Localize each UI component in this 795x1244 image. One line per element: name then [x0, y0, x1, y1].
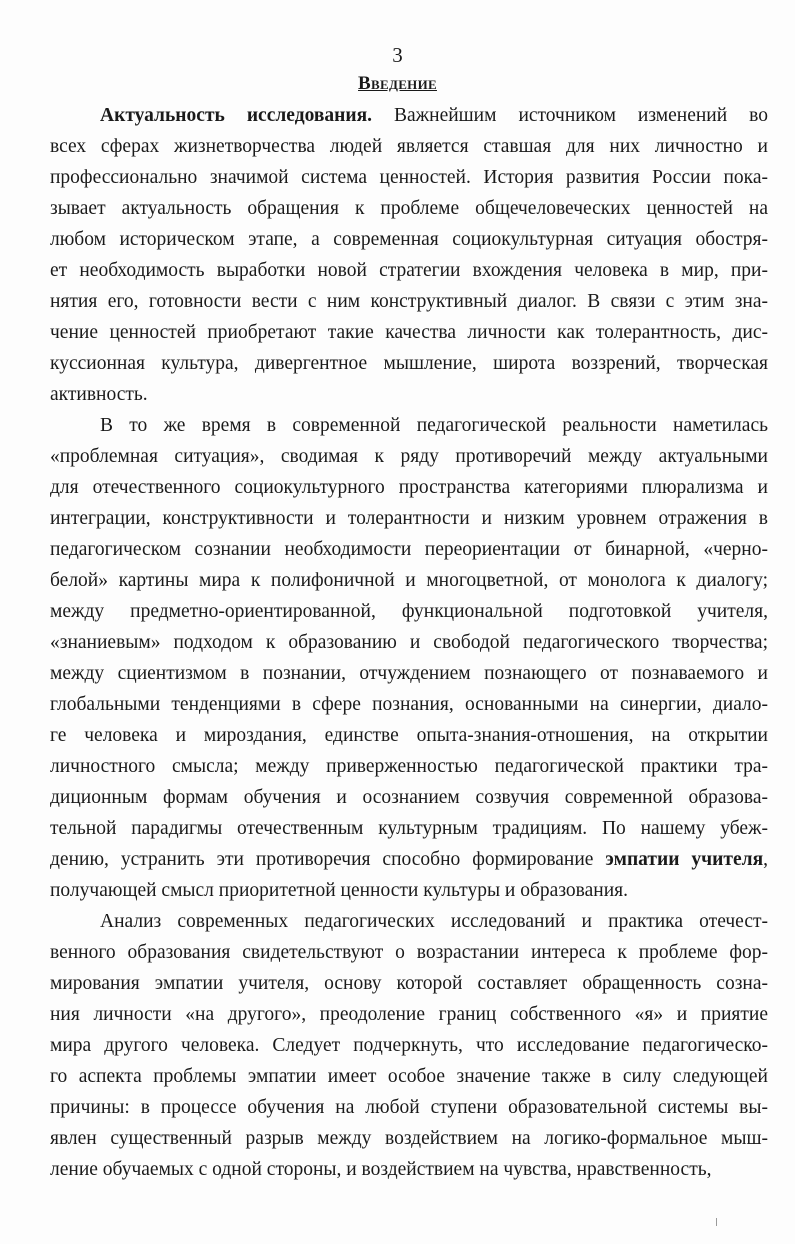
- text-run: «проблемная ситуация», сводимая к ряду противоречий между актуальными: [50, 446, 768, 467]
- text-line: [50, 1154, 768, 1185]
- text-line: [50, 844, 768, 875]
- text-run: диционным формам обучения и осознанием созвучия современной образова-: [50, 787, 768, 808]
- text-run: В то же время в современной педагогической реальности наметилась: [100, 415, 768, 436]
- text-line: [50, 999, 768, 1030]
- text-line: [50, 720, 768, 751]
- text-line: [50, 100, 768, 131]
- text-run: личностного смысла; между приверженностью педагогической практики тра-: [50, 756, 768, 777]
- page-number: 3: [392, 43, 403, 67]
- text-line: [50, 193, 768, 224]
- paragraph: [50, 100, 768, 410]
- text-line: [50, 1123, 768, 1154]
- text-run: куссионная культура, дивергентное мышление, широта воззрений, творческая: [50, 353, 768, 374]
- text-line: [50, 1061, 768, 1092]
- bold-text: Актуальность исследования.: [100, 105, 373, 126]
- text-line: [50, 937, 768, 968]
- text-run: любом историческом этапе, а современная социокультурная ситуация обостря-: [50, 229, 768, 250]
- text-line: [50, 875, 768, 906]
- text-run: ,: [763, 849, 768, 870]
- text-run: го аспекта проблемы эмпатии имеет особое значение также в силу следующей: [50, 1066, 768, 1087]
- text-run: интеграции, конструктивности и толерантности и низким уровнем отражения в: [50, 508, 768, 529]
- text-run: тельной парадигмы отечественным культурным традициям. По нашему убеж-: [50, 818, 768, 839]
- text-line: [50, 503, 768, 534]
- text-run: Анализ современных педагогических исследований и практика отечест-: [100, 911, 768, 932]
- text-run: чение ценностей приобретают такие качества личности как толерантность, дис-: [50, 322, 768, 343]
- text-run: венного образования свидетельствуют о возрастании интереса к проблеме фор-: [50, 942, 768, 963]
- text-run: мира другого человека. Следует подчеркнуть, что исследование педагогическо-: [50, 1035, 768, 1056]
- text-line: [50, 1092, 768, 1123]
- text-run: ет необходимость выработки новой стратегии вхождения человека в мир, при-: [50, 260, 768, 281]
- text-run: педагогическом сознании необходимости переориентации от бинарной, «черно-: [50, 539, 768, 560]
- text-line: [50, 782, 768, 813]
- text-run: дению, устранить эти противоречия способно формирование: [50, 849, 606, 870]
- text-line: [50, 565, 768, 596]
- text-run: ния личности «на другого», преодоление границ собственного «я» и приятие: [50, 1004, 768, 1025]
- section-heading: Введение: [358, 73, 437, 94]
- text-line: [50, 162, 768, 193]
- text-line: [50, 317, 768, 348]
- text-line: [50, 596, 768, 627]
- text-line: [50, 689, 768, 720]
- text-run: мирования эмпатии учителя, основу которой составляет обращенность созна-: [50, 973, 768, 994]
- text-line: [50, 441, 768, 472]
- text-line: [50, 286, 768, 317]
- text-line: [50, 131, 768, 162]
- text-line: [50, 658, 768, 689]
- text-line: [50, 813, 768, 844]
- scan-artifact: [716, 1218, 717, 1226]
- bold-text: эмпатии учителя: [605, 849, 764, 870]
- body-text: [50, 100, 768, 1185]
- text-line: [50, 472, 768, 503]
- text-line: [50, 224, 768, 255]
- text-run: для отечественного социокультурного пространства категориями плюрализма и: [50, 477, 768, 498]
- text-line: [50, 255, 768, 286]
- text-line: [50, 410, 768, 441]
- text-line: [50, 1030, 768, 1061]
- paragraph: [50, 906, 768, 1185]
- text-run: «знаниевым» подходом к образованию и свободой педагогического творчества;: [50, 632, 768, 653]
- text-line: [50, 751, 768, 782]
- text-line: [50, 379, 768, 410]
- text-run: явлен существенный разрыв между воздействием на логико-формальное мыш-: [50, 1128, 768, 1149]
- text-run: получающей смысл приоритетной ценности культуры и образования.: [50, 880, 628, 901]
- text-run: профессионально значимой система ценностей. История развития России пока-: [50, 167, 768, 188]
- text-run: активность.: [50, 384, 148, 405]
- text-run: всех сферах жизнетворчества людей является ставшая для них личностно и: [50, 136, 768, 157]
- text-line: [50, 906, 768, 937]
- text-run: ге человека и мироздания, единстве опыта-знания-отношения, на открытии: [50, 725, 768, 746]
- text-run: зывает актуальность обращения к проблеме общечеловеческих ценностей на: [50, 198, 768, 219]
- text-line: [50, 348, 768, 379]
- paragraph: [50, 410, 768, 906]
- text-run: Важнейшим источником изменений во: [372, 105, 768, 126]
- text-run: нятия его, готовности вести с ним конструктивный диалог. В связи с этим зна-: [50, 291, 768, 312]
- text-run: причины: в процессе обучения на любой ступени образовательной системы вы-: [50, 1097, 768, 1118]
- text-run: белой» картины мира к полифоничной и многоцветной, от монолога к диалогу;: [50, 570, 768, 591]
- text-run: между предметно-ориентированной, функциональной подготовкой учителя,: [50, 601, 768, 622]
- text-run: глобальными тенденциями в сфере познания, основанными на синергии, диало-: [50, 694, 768, 715]
- text-line: [50, 627, 768, 658]
- text-line: [50, 968, 768, 999]
- text-run: между сциентизмом в познании, отчуждением познающего от познаваемого и: [50, 663, 768, 684]
- text-run: ление обучаемых с одной стороны, и воздействием на чувства, нравственность,: [50, 1159, 712, 1180]
- text-line: [50, 534, 768, 565]
